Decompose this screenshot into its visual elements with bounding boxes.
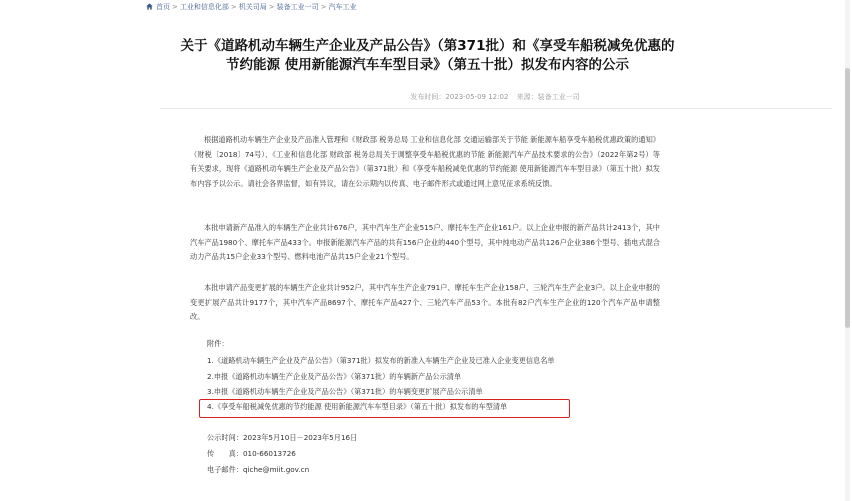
fax-number: 传 真：010-66013726 — [207, 449, 296, 458]
body-paragraph-3-text: 本批申请产品变更扩展的车辆生产企业共计952户，其中汽车生产企业791户、摩托车生产企业158户、三轮汽车生产企业3户。以上企业申报的变更扩展产品共计9177个，其中汽车产品8697个、摩托车产品427个、三轮汽车产品53个。本批有82户汽车生产企业的120个汽车产品申请整改。 — [190, 283, 660, 322]
attachment-link-2[interactable]: 2.申报《道路机动车辆生产企业及产品公告》（第371批）的车辆新产品公示清单 — [207, 372, 462, 381]
attachment-link-4[interactable]: 4.《享受车船税减免优惠的节约能源 使用新能源汽车车型目录》（第五十批）拟发布的车型清单 — [207, 402, 508, 411]
attachments-heading: 附件： — [207, 339, 229, 348]
breadcrumb-separator: > — [172, 3, 178, 11]
body-paragraph-1-text: 根据道路机动车辆生产企业及产品准入管理和《财政部 税务总局 工业和信息化部 交通运输部关于节能 新能源车船享受车船税优惠政策的通知》（财税〔2018〕74号）、《工业和信息化部 财政部 税务总局关于调整享受车船税优惠的节能 新能源汽车产品技术要求的公告》（2022年第2号）等有关要求，现将《道路机动车辆生产企业及产品公告》（第371批）和《享受车船税减免优惠的节约能源 使用新能源汽车车型目录》（第五十批）拟发布内容予以公示。请社会各界监督，如有异议，请在公示期内以传真、电子邮件形式或通过网上意见征求系统反馈。 — [190, 135, 660, 189]
body-paragraph-2-text: 本批申请新产品准入的车辆生产企业共计676户，其中汽车生产企业515户、摩托车生产企业161户。以上企业申报的新产品共计2413个，其中汽车产品1980个、摩托车产品433个。申报新能源汽车产品的共有156户企业的440个型号，其中纯电动产品共126户企业386个型号、插电式混合动力产品共15户企业33个型号、燃料电池产品共15户企业21个型号。 — [190, 223, 660, 262]
highlight-box — [199, 399, 570, 418]
breadcrumb-separator: > — [268, 3, 275, 11]
breadcrumb — [146, 2, 357, 12]
breadcrumb-separator: > — [320, 3, 327, 11]
breadcrumb-departments[interactable]: 机关司局 — [238, 3, 267, 11]
publish-time: 发布时间：2023-05-09 12:02 — [410, 93, 509, 101]
home-icon[interactable] — [146, 3, 153, 10]
body-paragraph-3 — [190, 281, 660, 325]
article-meta — [160, 92, 830, 102]
breadcrumb-equipment-dept[interactable]: 装备工业一司 — [276, 3, 319, 11]
contact-email[interactable]: 电子邮件：qiche@miit.gov.cn — [207, 465, 310, 474]
page-title-line2: 节约能源 使用新能源汽车车型目录》（第五十批）拟发布内容的公示 — [226, 57, 629, 73]
scrollbar-thumb[interactable] — [845, 68, 850, 328]
page-title-line1: 关于《道路机动车辆生产企业及产品公告》（第371批）和《享受车船税减免优惠的 — [180, 38, 675, 54]
divider — [160, 108, 832, 109]
breadcrumb-auto-industry[interactable]: 汽车工业 — [328, 3, 357, 11]
breadcrumb-home[interactable]: 首页 — [156, 3, 170, 11]
attachment-link-3[interactable]: 3.申报《道路机动车辆生产企业及产品公告》（第371批）的车辆变更扩展产品公示清单 — [207, 387, 483, 396]
body-paragraph-1 — [190, 133, 660, 192]
breadcrumb-miit[interactable]: 工业和信息化部 — [179, 3, 229, 11]
article-source: 来源：装备工业一司 — [516, 93, 580, 101]
breadcrumb-separator: > — [230, 3, 237, 11]
publicity-period: 公示时间：2023年5月10日－2023年5月16日 — [207, 433, 358, 442]
attachment-link-1[interactable]: 1.《道路机动车辆生产企业及产品公告》（第371批）拟发布的新准入车辆生产企业及已准入企业变更信息名单 — [207, 356, 555, 365]
body-paragraph-2 — [190, 221, 660, 265]
